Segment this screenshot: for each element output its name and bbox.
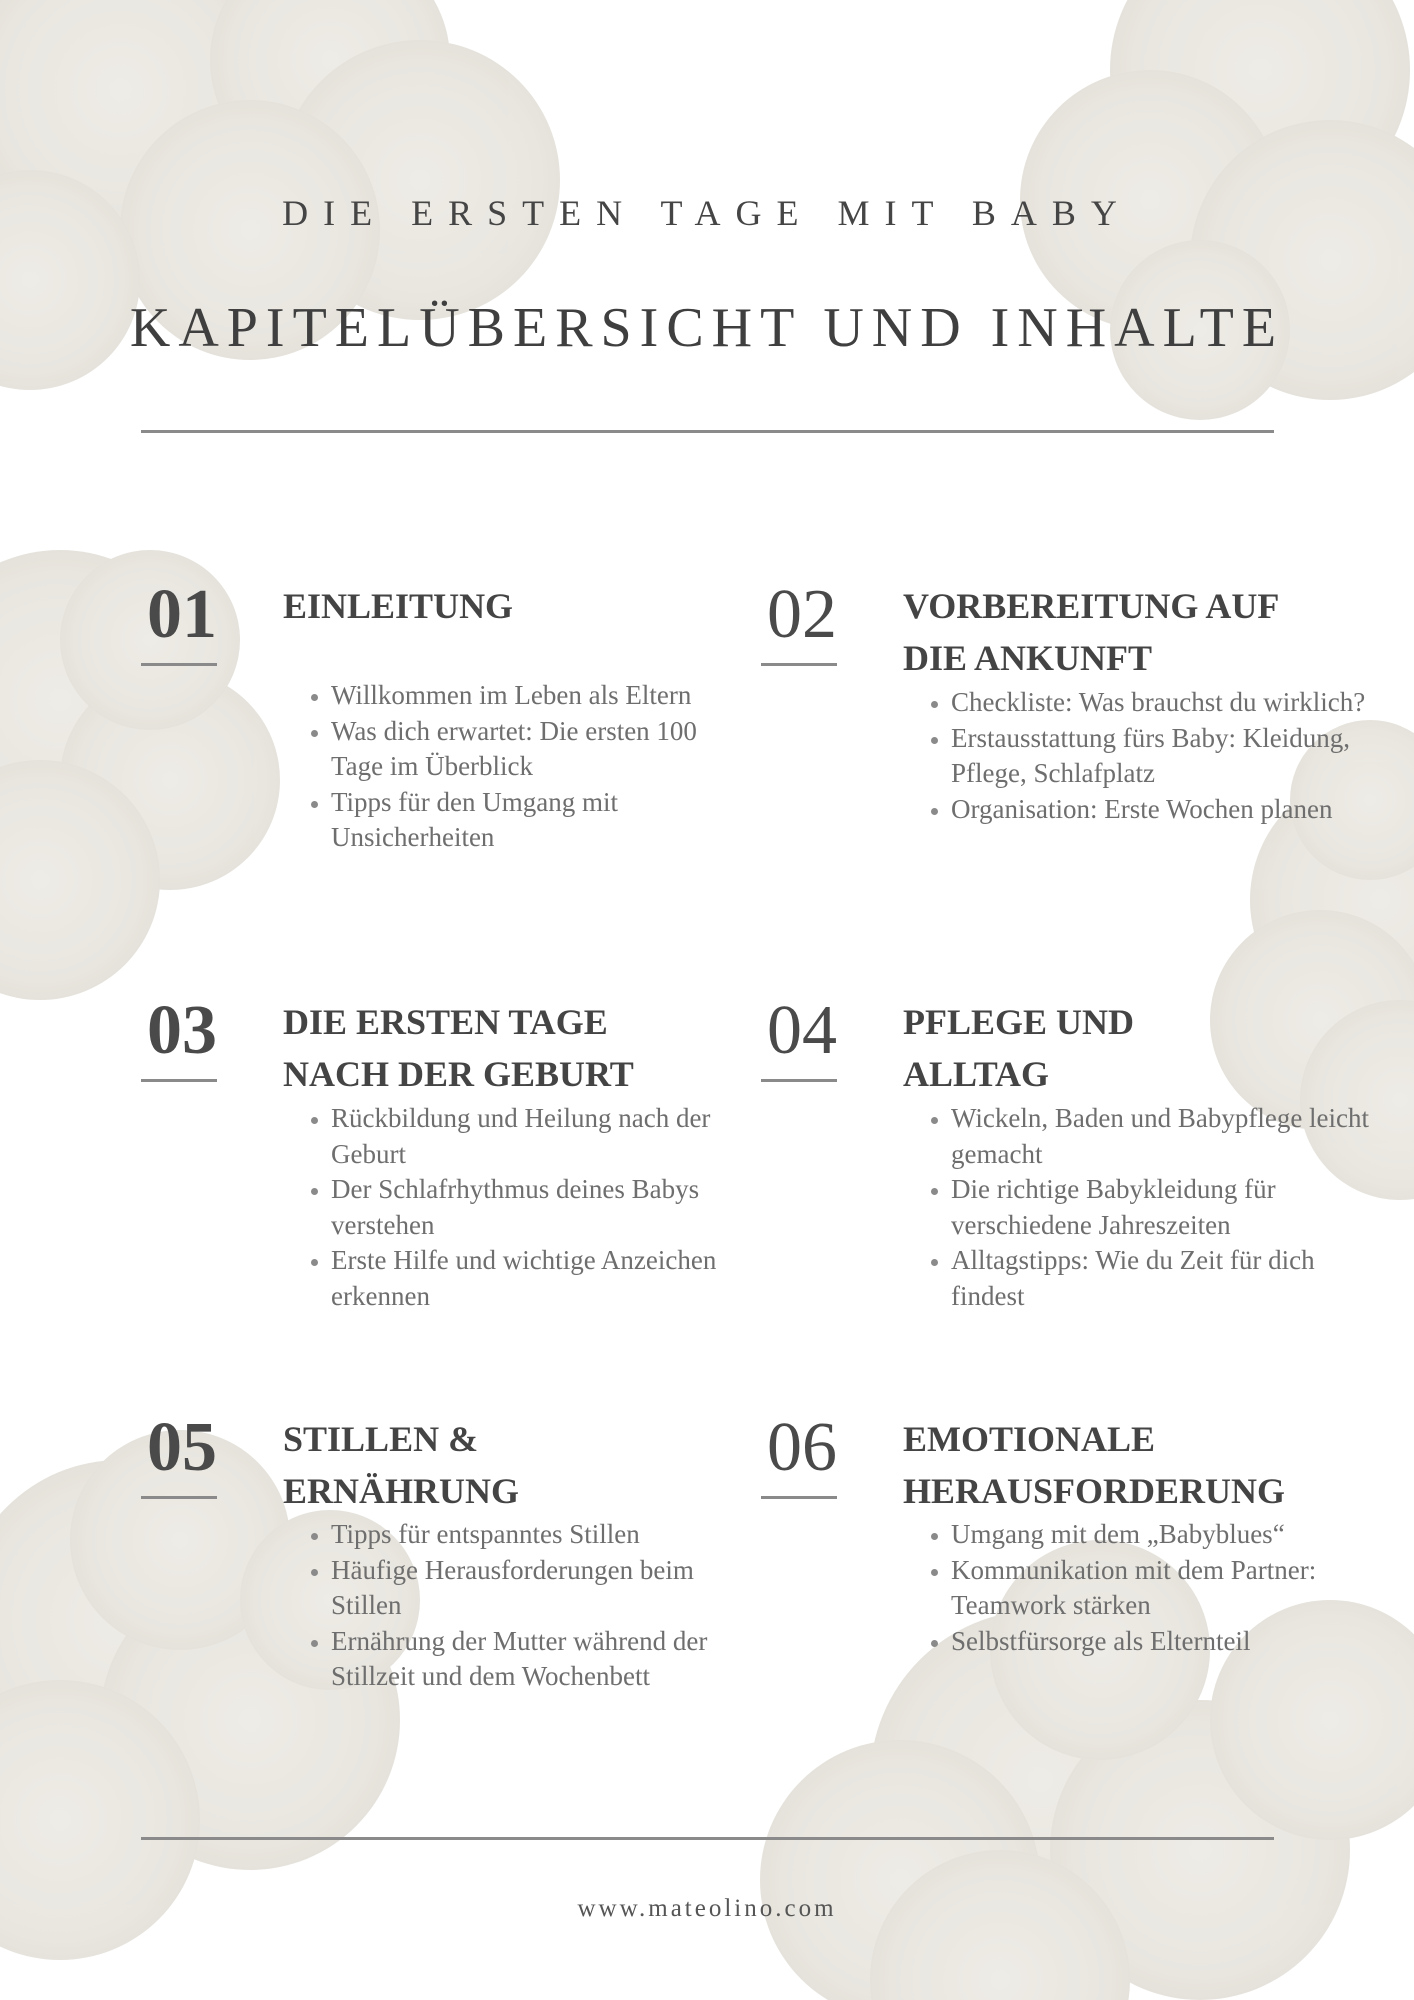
chapter-title: EMOTIONALE HERAUSFORDERUNG (903, 1419, 1286, 1511)
list-item: • Häufige Herausforderungen beim Stillen (331, 1553, 751, 1624)
list-item: • Rückbildung und Heilung nach der Geburt (331, 1101, 751, 1172)
chapter-number-underline (141, 1496, 217, 1499)
list-item: • Tipps für entspanntes Stillen (331, 1517, 751, 1553)
chapter-number: 02 (767, 576, 837, 653)
list-item: • Kommunikation mit dem Partner: Teamwork stärken (951, 1553, 1371, 1624)
chapter-topic-list (903, 685, 1371, 827)
chapter-title: VORBEREITUNG AUF DIE ANKUNFT (903, 586, 1278, 678)
chapter-number: 06 (767, 1409, 837, 1486)
chapter-topic-list (283, 1517, 751, 1695)
list-item: • Was dich erwartet: Die ersten 100 Tage im Überblick (331, 714, 751, 785)
chapter-number: 04 (767, 992, 837, 1069)
list-item: • Wickeln, Baden und Babypflege leicht gemacht (951, 1101, 1371, 1172)
chapter-topic-list (283, 678, 751, 856)
list-item: • Alltagstipps: Wie du Zeit für dich findest (951, 1243, 1371, 1314)
page-title: KAPITELÜBERSICHT UND INHALTE (129, 297, 1285, 359)
footer-divider (141, 1837, 1274, 1840)
list-item: • Die richtige Babykleidung für verschiedene Jahreszeiten (951, 1172, 1371, 1243)
chapter-number-underline (141, 1079, 217, 1082)
chapter-number: 05 (147, 1409, 217, 1486)
header-divider (141, 430, 1274, 433)
chapter-title: DIE ERSTEN TAGE NACH DER GEBURT (283, 1002, 634, 1094)
list-item: • Ernährung der Mutter während der Stillzeit und dem Wochenbett (331, 1624, 751, 1695)
chapter-number-underline (761, 663, 837, 666)
chapter-number-underline (761, 1079, 837, 1082)
chapter-topic-list (903, 1517, 1371, 1659)
footer-website-link[interactable]: www.mateolino.com (577, 1895, 837, 1922)
list-item: • Checkliste: Was brauchst du wirklich? (951, 685, 1371, 721)
list-item: • Selbstfürsorge als Elternteil (951, 1624, 1371, 1660)
chapter-topic-list (903, 1101, 1371, 1314)
chapter-number-underline (761, 1496, 837, 1499)
list-item: • Umgang mit dem „Babyblues“ (951, 1517, 1371, 1553)
list-item: • Der Schlafrhythmus deines Babys verstehen (331, 1172, 751, 1243)
list-item: • Willkommen im Leben als Eltern (331, 678, 751, 714)
list-item: • Organisation: Erste Wochen planen (951, 792, 1371, 828)
list-item: • Erstausstattung fürs Baby: Kleidung, Pflege, Schlafplatz (951, 721, 1371, 792)
chapter-title: EINLEITUNG (283, 586, 514, 626)
chapter-number: 03 (147, 992, 217, 1069)
list-item: • Erste Hilfe und wichtige Anzeichen erkennen (331, 1243, 751, 1314)
page-subtitle: DIE ERSTEN TAGE MIT BABY (282, 193, 1132, 233)
chapter-title: STILLEN & ERNÄHRUNG (283, 1419, 520, 1511)
chapter-title: PFLEGE UND ALLTAG (903, 1002, 1135, 1094)
list-item: • Tipps für den Umgang mit Unsicherheiten (331, 785, 751, 856)
chapter-number-underline (141, 663, 217, 666)
chapter-topic-list (283, 1101, 751, 1314)
chapter-number: 01 (147, 576, 217, 653)
